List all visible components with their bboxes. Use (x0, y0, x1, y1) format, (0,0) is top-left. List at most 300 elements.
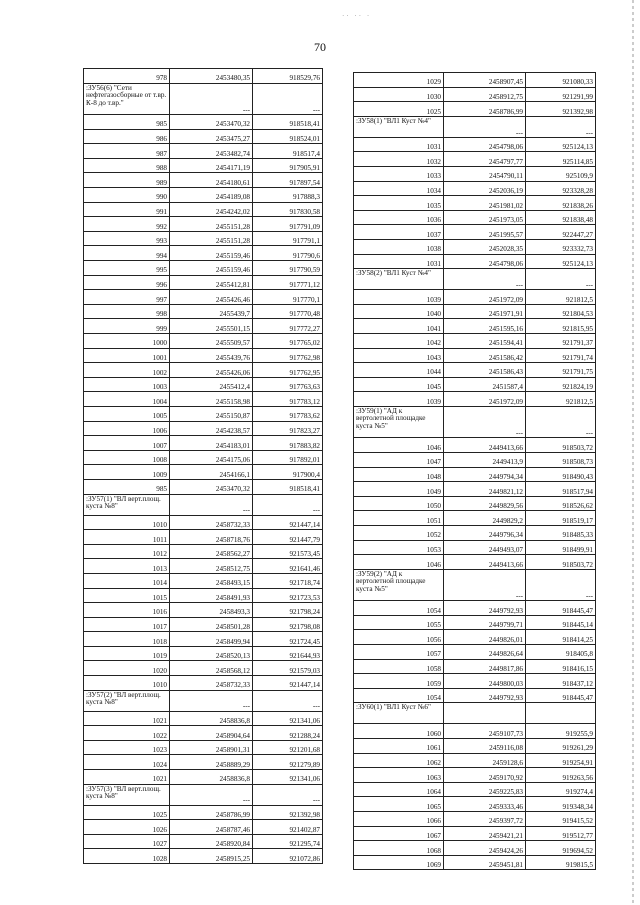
point-number-cell: 1044 (354, 363, 444, 378)
x-coordinate-cell: 2458499,94 (170, 632, 253, 647)
x-coordinate-cell: 2454166,1 (170, 465, 253, 480)
point-number-cell: 1014 (84, 573, 170, 588)
point-number-cell: 1054 (354, 601, 444, 616)
table-row (84, 588, 323, 603)
table-row (354, 738, 596, 753)
table-row (354, 290, 596, 305)
y-coordinate-cell: 919815,5 (526, 855, 596, 870)
point-number-cell: 1021 (84, 770, 170, 785)
y-coordinate-cell: 921341,06 (253, 770, 323, 785)
y-coordinate-cell: 921080,33 (526, 73, 596, 88)
coordinates-table-left (83, 68, 323, 864)
y-coordinate-cell: 917772,27 (253, 319, 323, 334)
x-coordinate-cell: 2455412,81 (170, 275, 253, 290)
point-number-cell: :ЗУ56(6) "Сети нефтегазосборные от т.вр. К-8 до т.вр." (84, 83, 170, 115)
table-row (354, 152, 596, 167)
y-coordinate-cell: 917790,6 (253, 246, 323, 261)
y-coordinate-cell: 917791,09 (253, 217, 323, 232)
y-coordinate-cell: 921804,53 (526, 304, 596, 319)
x-coordinate-cell: 2451972,09 (444, 392, 526, 407)
y-coordinate-cell: 921798,08 (253, 617, 323, 632)
table-row (354, 555, 596, 570)
point-number-cell: 1040 (354, 304, 444, 319)
point-number-cell: 998 (84, 304, 170, 319)
x-coordinate-cell: 2453475,27 (170, 129, 253, 144)
point-number-cell: 987 (84, 144, 170, 159)
table-body (354, 73, 596, 870)
x-coordinate-cell: 2449413,66 (444, 438, 526, 453)
table-row (84, 188, 323, 203)
y-coordinate-cell: 921402,87 (253, 820, 323, 835)
x-coordinate-cell: 2454238,57 (170, 421, 253, 436)
table-row (354, 225, 596, 240)
section-header-row (84, 784, 323, 805)
table-row (354, 239, 596, 254)
y-coordinate-cell: 921838,26 (526, 196, 596, 211)
point-number-cell: 1019 (84, 646, 170, 661)
point-number-cell: 1016 (84, 603, 170, 618)
y-coordinate-cell: --- (526, 116, 596, 137)
table-row (354, 137, 596, 152)
x-coordinate-cell: 2459333,46 (444, 797, 526, 812)
table-row (354, 348, 596, 363)
point-number-cell: 1027 (84, 834, 170, 849)
x-coordinate-cell: 2458786,99 (170, 805, 253, 820)
table-row (354, 102, 596, 117)
point-number-cell: 1018 (84, 632, 170, 647)
table-row (84, 740, 323, 755)
x-coordinate-cell: 2449794,34 (444, 467, 526, 482)
table-row (84, 334, 323, 349)
y-coordinate-cell: --- (253, 784, 323, 805)
y-coordinate-cell: 921644,93 (253, 646, 323, 661)
y-coordinate-cell: 921392,98 (526, 102, 596, 117)
point-number-cell: 1052 (354, 525, 444, 540)
y-coordinate-cell: 918503,72 (526, 555, 596, 570)
table-row (354, 333, 596, 348)
point-number-cell: 1030 (354, 87, 444, 102)
point-number-cell: 996 (84, 275, 170, 290)
y-coordinate-cell: 918416,15 (526, 659, 596, 674)
x-coordinate-cell: 2449821,12 (444, 482, 526, 497)
y-coordinate-cell: 921723,53 (253, 588, 323, 603)
y-coordinate-cell: 917900,4 (253, 465, 323, 480)
x-coordinate-cell: 2458718,76 (170, 530, 253, 545)
x-coordinate-cell: 2458562,27 (170, 544, 253, 559)
point-number-cell: 985 (84, 479, 170, 494)
point-number-cell: 1006 (84, 421, 170, 436)
section-header-row (84, 83, 323, 115)
y-coordinate-cell: 919254,91 (526, 753, 596, 768)
x-coordinate-cell: 2459397,72 (444, 811, 526, 826)
x-coordinate-cell: 2455439,7 (170, 304, 253, 319)
x-coordinate-cell: 2453480,35 (170, 69, 253, 84)
table-row (84, 231, 323, 246)
x-coordinate-cell: 2455158,98 (170, 392, 253, 407)
y-coordinate-cell: 918524,01 (253, 129, 323, 144)
table-row (84, 436, 323, 451)
point-number-cell: 1026 (84, 820, 170, 835)
point-number-cell: 989 (84, 173, 170, 188)
table-row (84, 479, 323, 494)
y-coordinate-cell: 921798,24 (253, 603, 323, 618)
y-coordinate-cell: 918517,4 (253, 144, 323, 159)
x-coordinate-cell: 2458493,3 (170, 603, 253, 618)
x-coordinate-cell: 2451587,4 (444, 377, 526, 392)
y-coordinate-cell: 918519,17 (526, 511, 596, 526)
x-coordinate-cell: 2455151,28 (170, 231, 253, 246)
y-coordinate-cell: 921724,45 (253, 632, 323, 647)
y-coordinate-cell: 918485,33 (526, 525, 596, 540)
y-coordinate-cell: 921295,74 (253, 834, 323, 849)
table-row (354, 73, 596, 88)
x-coordinate-cell: 2459170,92 (444, 768, 526, 783)
y-coordinate-cell: 917762,98 (253, 348, 323, 363)
x-coordinate-cell: 2449826,64 (444, 645, 526, 660)
y-coordinate-cell: 921641,46 (253, 559, 323, 574)
point-number-cell: 990 (84, 188, 170, 203)
table-row (84, 377, 323, 392)
coordinates-table-right (353, 72, 596, 870)
x-coordinate-cell: 2455501,15 (170, 319, 253, 334)
x-coordinate-cell: 2455159,46 (170, 246, 253, 261)
x-coordinate-cell: 2458786,99 (444, 102, 526, 117)
y-coordinate-cell: 917783,12 (253, 392, 323, 407)
y-coordinate-cell: 919415,52 (526, 811, 596, 826)
y-coordinate-cell: 921791,37 (526, 333, 596, 348)
point-number-cell: 1004 (84, 392, 170, 407)
x-coordinate-cell: 2449800,03 (444, 674, 526, 689)
y-coordinate-cell: 917905,91 (253, 158, 323, 173)
section-header-row (354, 269, 596, 290)
y-coordinate-cell: 919263,56 (526, 768, 596, 783)
page-number: 70 (314, 40, 326, 54)
table-row (84, 406, 323, 421)
table-row (84, 711, 323, 726)
y-coordinate-cell: 919694,52 (526, 841, 596, 856)
section-header-row (84, 494, 323, 515)
y-coordinate-cell: 918437,12 (526, 674, 596, 689)
point-number-cell: :ЗУ57(2) "ВЛ верт.площ. куста №8" (84, 690, 170, 711)
point-number-cell: 988 (84, 158, 170, 173)
table-row (354, 782, 596, 797)
point-number-cell: 1009 (84, 465, 170, 480)
x-coordinate-cell: 2455159,46 (170, 261, 253, 276)
point-number-cell: 1064 (354, 782, 444, 797)
point-number-cell: 1001 (84, 348, 170, 363)
point-number-cell: 1050 (354, 496, 444, 511)
table-row (84, 544, 323, 559)
point-number-cell: 1015 (84, 588, 170, 603)
point-number-cell: 1041 (354, 319, 444, 334)
x-coordinate-cell: 2458512,75 (170, 559, 253, 574)
point-number-cell: 1061 (354, 738, 444, 753)
point-number-cell: 1045 (354, 377, 444, 392)
x-coordinate-cell: 2459421,21 (444, 826, 526, 841)
table-row (354, 166, 596, 181)
x-coordinate-cell: --- (444, 116, 526, 137)
point-number-cell: 1036 (354, 210, 444, 225)
x-coordinate-cell: 2459424,26 (444, 841, 526, 856)
table-row (354, 254, 596, 269)
table-row (354, 496, 596, 511)
point-number-cell: :ЗУ58(2) "ВЛ1 Куст №4" (354, 269, 444, 290)
x-coordinate-cell: 2449826,01 (444, 630, 526, 645)
x-coordinate-cell: 2451973,05 (444, 210, 526, 225)
y-coordinate-cell: 923332,73 (526, 239, 596, 254)
x-coordinate-cell: 2454790,11 (444, 166, 526, 181)
x-coordinate-cell: 2458915,25 (170, 849, 253, 864)
x-coordinate-cell: --- (170, 784, 253, 805)
table-row (354, 601, 596, 616)
table-row (84, 129, 323, 144)
point-number-cell: 999 (84, 319, 170, 334)
table-row (354, 87, 596, 102)
point-number-cell: 1046 (354, 555, 444, 570)
table-row (84, 363, 323, 378)
y-coordinate-cell: 923328,28 (526, 181, 596, 196)
y-coordinate-cell: 917765,02 (253, 334, 323, 349)
point-number-cell: 1007 (84, 436, 170, 451)
y-coordinate-cell: 918503,72 (526, 438, 596, 453)
table-row (84, 450, 323, 465)
table-row (84, 559, 323, 574)
table-row (84, 515, 323, 530)
table-row (84, 573, 323, 588)
y-coordinate-cell: 921579,03 (253, 661, 323, 676)
x-coordinate-cell: 2449799,71 (444, 615, 526, 630)
point-number-cell: 1010 (84, 676, 170, 691)
y-coordinate-cell: 917770,48 (253, 304, 323, 319)
point-number-cell: 1023 (84, 740, 170, 755)
point-number-cell: 1012 (84, 544, 170, 559)
table-row (84, 69, 323, 84)
point-number-cell: 985 (84, 115, 170, 130)
point-number-cell: 1059 (354, 674, 444, 689)
x-coordinate-cell: 2459116,08 (444, 738, 526, 753)
table-row (84, 144, 323, 159)
point-number-cell: 1039 (354, 290, 444, 305)
x-coordinate-cell: 2451981,02 (444, 196, 526, 211)
table-row (354, 688, 596, 703)
y-coordinate-cell: 921791,74 (526, 348, 596, 363)
y-coordinate-cell: 918518,41 (253, 115, 323, 130)
y-coordinate-cell: 925124,13 (526, 254, 596, 269)
section-header-row (84, 690, 323, 711)
point-number-cell: 993 (84, 231, 170, 246)
x-coordinate-cell: 2454175,06 (170, 450, 253, 465)
y-coordinate-cell: 918445,47 (526, 601, 596, 616)
point-number-cell: 978 (84, 69, 170, 84)
y-coordinate-cell: 921447,14 (253, 676, 323, 691)
table-row (84, 173, 323, 188)
point-number-cell: 1022 (84, 726, 170, 741)
table-row (84, 805, 323, 820)
table-row (84, 421, 323, 436)
table-row (84, 820, 323, 835)
x-coordinate-cell: 2455151,28 (170, 217, 253, 232)
table-row (84, 217, 323, 232)
point-number-cell: 994 (84, 246, 170, 261)
table-row (354, 797, 596, 812)
x-coordinate-cell: 2454797,77 (444, 152, 526, 167)
table-row (354, 645, 596, 660)
y-coordinate-cell (526, 703, 596, 724)
y-coordinate-cell: 921072,86 (253, 849, 323, 864)
point-number-cell: 1042 (354, 333, 444, 348)
y-coordinate-cell: 921288,24 (253, 726, 323, 741)
x-coordinate-cell: 2458889,29 (170, 755, 253, 770)
y-coordinate-cell: 921812,5 (526, 290, 596, 305)
x-coordinate-cell: 2449817,86 (444, 659, 526, 674)
y-coordinate-cell: 918529,76 (253, 69, 323, 84)
y-coordinate-cell: 917770,1 (253, 290, 323, 305)
x-coordinate-cell: 2458501,28 (170, 617, 253, 632)
point-number-cell: 1068 (354, 841, 444, 856)
table-row (84, 755, 323, 770)
table-body (84, 69, 323, 864)
y-coordinate-cell: 917897,54 (253, 173, 323, 188)
y-coordinate-cell: 918414,25 (526, 630, 596, 645)
section-header-row (354, 703, 596, 724)
y-coordinate-cell: 921812,5 (526, 392, 596, 407)
x-coordinate-cell: 2449792,93 (444, 688, 526, 703)
y-coordinate-cell: --- (253, 690, 323, 711)
x-coordinate-cell: 2453482,74 (170, 144, 253, 159)
table-row (84, 202, 323, 217)
point-number-cell: 1053 (354, 540, 444, 555)
point-number-cell: 1058 (354, 659, 444, 674)
x-coordinate-cell: 2458920,84 (170, 834, 253, 849)
x-coordinate-cell: 2455150,87 (170, 406, 253, 421)
point-number-cell: 1051 (354, 511, 444, 526)
table-row (354, 392, 596, 407)
table-row (354, 482, 596, 497)
point-number-cell: 1046 (354, 438, 444, 453)
point-number-cell: :ЗУ58(1) "ВЛ1 Куст №4" (354, 116, 444, 137)
x-coordinate-cell: 2449829,56 (444, 496, 526, 511)
x-coordinate-cell: --- (444, 269, 526, 290)
x-coordinate-cell: 2449413,9 (444, 452, 526, 467)
y-coordinate-cell: --- (253, 83, 323, 115)
y-coordinate-cell: 918526,62 (526, 496, 596, 511)
section-header-row (354, 569, 596, 601)
table-row (354, 659, 596, 674)
table-row (354, 196, 596, 211)
x-coordinate-cell (444, 703, 526, 724)
x-coordinate-cell: 2451971,91 (444, 304, 526, 319)
x-coordinate-cell: 2454189,08 (170, 188, 253, 203)
point-number-cell: 1057 (354, 645, 444, 660)
table-row (84, 834, 323, 849)
point-number-cell: 991 (84, 202, 170, 217)
y-coordinate-cell: 921447,14 (253, 515, 323, 530)
x-coordinate-cell: --- (170, 83, 253, 115)
y-coordinate-cell: --- (253, 494, 323, 515)
table-row (84, 261, 323, 276)
point-number-cell: 1069 (354, 855, 444, 870)
x-coordinate-cell: 2451586,42 (444, 348, 526, 363)
point-number-cell: 1032 (354, 152, 444, 167)
point-number-cell: 1038 (354, 239, 444, 254)
table-row (354, 615, 596, 630)
point-number-cell: 1028 (84, 849, 170, 864)
table-row (354, 855, 596, 870)
scan-edge (632, 0, 634, 905)
y-coordinate-cell: 918405,8 (526, 645, 596, 660)
y-coordinate-cell: 919512,77 (526, 826, 596, 841)
table-row (84, 632, 323, 647)
x-coordinate-cell: 2451595,16 (444, 319, 526, 334)
x-coordinate-cell: 2459128,6 (444, 753, 526, 768)
y-coordinate-cell: 918508,73 (526, 452, 596, 467)
point-number-cell: 1065 (354, 797, 444, 812)
x-coordinate-cell: 2452036,19 (444, 181, 526, 196)
x-coordinate-cell: 2449792,93 (444, 601, 526, 616)
table-row (354, 377, 596, 392)
x-coordinate-cell: 2458493,15 (170, 573, 253, 588)
table-row (354, 630, 596, 645)
point-number-cell: 1066 (354, 811, 444, 826)
x-coordinate-cell: 2458520,13 (170, 646, 253, 661)
point-number-cell: :ЗУ59(1) "АД к вертолетной площадке куста №5" (354, 406, 444, 438)
point-number-cell: :ЗУ57(3) "ВЛ верт.площ. куста №8" (84, 784, 170, 805)
table-row (84, 849, 323, 864)
point-number-cell: :ЗУ57(1) "ВЛ верт.площ. куста №8" (84, 494, 170, 515)
table-row (84, 603, 323, 618)
y-coordinate-cell: 918445,47 (526, 688, 596, 703)
y-coordinate-cell: 921279,89 (253, 755, 323, 770)
table-row (354, 438, 596, 453)
point-number-cell: 1024 (84, 755, 170, 770)
y-coordinate-cell: 917790,59 (253, 261, 323, 276)
table-row (354, 525, 596, 540)
y-coordinate-cell: 925114,85 (526, 152, 596, 167)
y-coordinate-cell: 917771,12 (253, 275, 323, 290)
point-number-cell: 1037 (354, 225, 444, 240)
x-coordinate-cell: 2458904,64 (170, 726, 253, 741)
y-coordinate-cell: 921447,79 (253, 530, 323, 545)
y-coordinate-cell: 925109,9 (526, 166, 596, 181)
table-row (354, 724, 596, 739)
table-row (354, 826, 596, 841)
table-row (84, 661, 323, 676)
point-number-cell: :ЗУ60(1) "ВЛ1 Куст №6" (354, 703, 444, 724)
x-coordinate-cell: 2458491,93 (170, 588, 253, 603)
point-number-cell: 1020 (84, 661, 170, 676)
point-number-cell: 1002 (84, 363, 170, 378)
x-coordinate-cell: 2458912,75 (444, 87, 526, 102)
x-coordinate-cell: 2451995,57 (444, 225, 526, 240)
point-number-cell: 1060 (354, 724, 444, 739)
point-number-cell: 1047 (354, 452, 444, 467)
table-row (354, 304, 596, 319)
y-coordinate-cell: 919274,4 (526, 782, 596, 797)
point-number-cell: 1017 (84, 617, 170, 632)
table-row (84, 465, 323, 480)
x-coordinate-cell: 2449796,34 (444, 525, 526, 540)
table-row (354, 363, 596, 378)
y-coordinate-cell: 917763,63 (253, 377, 323, 392)
table-row (84, 770, 323, 785)
point-number-cell: 997 (84, 290, 170, 305)
x-coordinate-cell: 2459451,81 (444, 855, 526, 870)
y-coordinate-cell: 918517,94 (526, 482, 596, 497)
x-coordinate-cell: 2454798,06 (444, 137, 526, 152)
y-coordinate-cell: 921341,06 (253, 711, 323, 726)
point-number-cell: 995 (84, 261, 170, 276)
y-coordinate-cell: --- (526, 569, 596, 601)
